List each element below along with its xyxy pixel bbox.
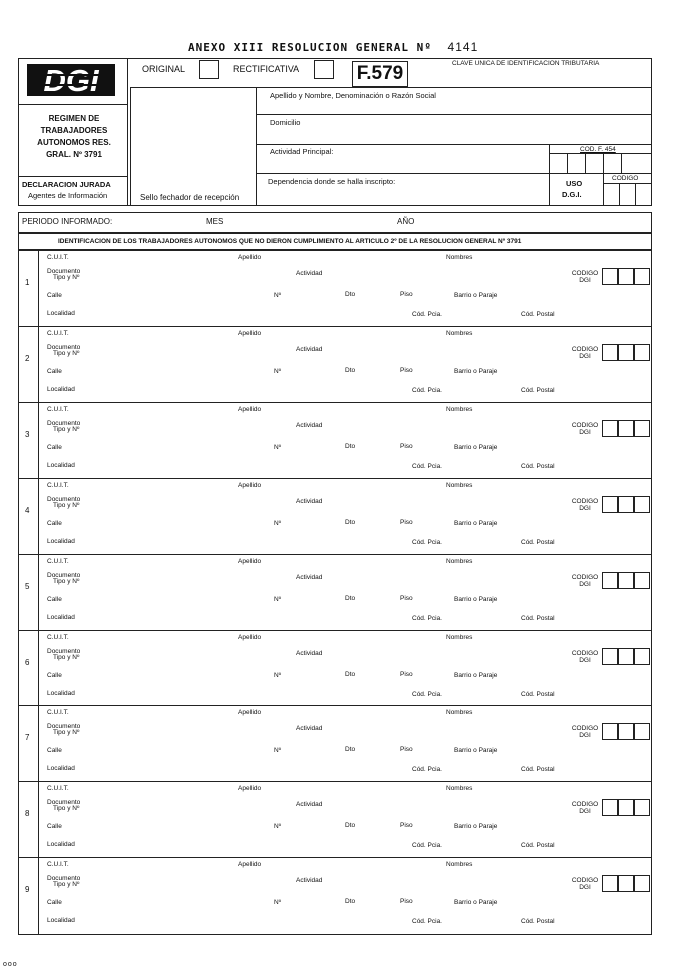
field-actividad-label: Actividad xyxy=(296,270,323,277)
field-barrio-label: Barrio o Paraje xyxy=(454,367,498,375)
form-number: F.579 xyxy=(352,61,408,87)
field-piso-label: Piso xyxy=(400,670,413,678)
field-cuit-label: C.U.I.T. xyxy=(47,861,69,869)
codigo-dgi-cell[interactable] xyxy=(634,268,650,285)
codigo-dgi-cell[interactable] xyxy=(618,344,634,361)
field-cuit-label: C.U.I.T. xyxy=(47,557,69,565)
codigo-dgi-label: CODIGO DGI xyxy=(571,573,599,588)
field-cod-pcia-label: Cód. Pcia. xyxy=(412,766,442,774)
field-documento-label: Documento xyxy=(47,419,81,427)
field-nombres-label: Nombres xyxy=(446,861,473,869)
field-nombres-label: Nombres xyxy=(446,557,473,565)
field-tipo-label: Tipo y Nº xyxy=(53,881,80,889)
codigo-dgi-cell[interactable] xyxy=(634,496,650,513)
field-cod-postal-label: Cód. Postal xyxy=(521,918,555,926)
field-barrio-label: Barrio o Paraje xyxy=(454,519,498,527)
field-calle-label: Calle xyxy=(47,292,62,299)
field-nombres-label: Nombres xyxy=(446,709,473,717)
field-piso-label: Piso xyxy=(400,822,413,830)
field-dto-label: Dto xyxy=(345,746,356,754)
field-localidad-label: Localidad xyxy=(47,689,75,697)
field-apellido-label: Apellido xyxy=(238,709,262,717)
field-apellido-label: Apellido xyxy=(238,254,262,261)
field-cod-postal-label: Cód. Postal xyxy=(521,690,555,698)
codigo-dgi-cell[interactable] xyxy=(634,723,650,740)
row-number: 9 xyxy=(25,885,30,895)
codigo-dgi-label: CODIGO DGI xyxy=(571,497,599,512)
field-piso-label: Piso xyxy=(400,518,413,526)
codigo-dgi-cell[interactable] xyxy=(634,799,650,816)
field-localidad-label: Localidad xyxy=(47,537,75,545)
codigo-dgi-label: CODIGO DGI xyxy=(571,649,599,664)
codigo-dgi-label: CODIGO DGI xyxy=(571,725,599,740)
field-actividad-label: Actividad xyxy=(296,801,323,809)
resolution-number: 4141 xyxy=(447,40,479,54)
field-cuit-label: C.U.I.T. xyxy=(47,254,69,261)
field-localidad-label: Localidad xyxy=(47,461,75,469)
field-documento-label: Documento xyxy=(47,268,81,275)
agentes-info: Agentes de Información xyxy=(28,191,108,200)
codigo-dgi-cell[interactable] xyxy=(602,875,618,892)
field-cuit-label: C.U.I.T. xyxy=(47,709,69,717)
field-barrio-label: Barrio o Paraje xyxy=(454,747,498,755)
field-nombres-label: Nombres xyxy=(446,254,473,261)
row-number: 5 xyxy=(25,581,30,591)
codigo-dgi-cell[interactable] xyxy=(602,723,618,740)
field-dto-label: Dto xyxy=(345,670,356,678)
field-tipo-label: Tipo y Nº xyxy=(53,653,80,661)
regimen-label: REGIMEN DE TRABAJADORES AUTONOMOS RES. GRAL. Nº 3791 xyxy=(37,114,111,159)
rectificativa-checkbox[interactable] xyxy=(314,60,334,79)
field-actividad-label: Actividad xyxy=(296,497,323,505)
field-calle-label: Calle xyxy=(47,823,62,831)
field-calle-label: Calle xyxy=(47,899,62,907)
codigo-dgi-cell[interactable] xyxy=(634,344,650,361)
actividad-principal-label: Actividad Principal: xyxy=(270,147,334,156)
field-cod-pcia-label: Cód. Pcia. xyxy=(412,918,442,926)
field-nombres-label: Nombres xyxy=(446,329,473,337)
field-numero-label: Nº xyxy=(274,292,282,299)
codigo-dgi-cell[interactable] xyxy=(602,648,618,665)
title-text: ANEXO XIII RESOLUCION GENERAL Nº xyxy=(188,41,432,54)
codigo-dgi-cell[interactable] xyxy=(634,420,650,437)
field-numero-label: Nº xyxy=(274,595,282,603)
field-documento-label: Documento xyxy=(47,647,81,655)
codigo-dgi-label: CODIGO DGI xyxy=(571,270,599,284)
field-piso-label: Piso xyxy=(400,366,413,374)
field-tipo-label: Tipo y Nº xyxy=(53,425,80,433)
field-cod-postal-label: Cód. Postal xyxy=(521,538,555,546)
field-nombres-label: Nombres xyxy=(446,405,473,413)
field-localidad-label: Localidad xyxy=(47,613,75,621)
sello-box xyxy=(130,87,257,206)
row-number: 8 xyxy=(25,809,30,819)
original-checkbox[interactable] xyxy=(199,60,219,79)
field-numero-label: Nº xyxy=(274,519,282,527)
field-documento-label: Documento xyxy=(47,571,81,579)
field-cod-pcia-label: Cód. Pcia. xyxy=(412,842,442,850)
field-piso-label: Piso xyxy=(400,746,413,754)
field-tipo-label: Tipo y Nº xyxy=(53,729,80,737)
clave-label: CLAVE UNICA DE IDENTIFICACION TRIBUTARIA xyxy=(452,60,600,67)
codigo-dgi-cell[interactable] xyxy=(634,648,650,665)
codigo-dgi-cell[interactable] xyxy=(618,420,634,437)
codigo-dgi-cell[interactable] xyxy=(602,572,618,589)
field-localidad-label: Localidad xyxy=(47,385,75,393)
field-localidad-label: Localidad xyxy=(47,917,75,925)
field-apellido-label: Apellido xyxy=(238,405,262,413)
codigo-dgi-label: CODIGO DGI xyxy=(571,421,599,436)
codigo-dgi-cell[interactable] xyxy=(618,268,634,285)
rectificativa-label: RECTIFICATIVA xyxy=(233,64,300,74)
form-title xyxy=(188,40,478,54)
field-cod-postal-label: Cód. Postal xyxy=(521,386,555,394)
field-tipo-label: Tipo y Nº xyxy=(53,501,80,509)
field-dto-label: Dto xyxy=(345,291,356,298)
field-cod-pcia-label: Cód. Pcia. xyxy=(412,538,442,546)
field-localidad-label: Localidad xyxy=(47,841,75,849)
field-nombres-label: Nombres xyxy=(446,481,473,489)
codigo-dgi-label: CODIGO DGI xyxy=(571,345,599,360)
field-barrio-label: Barrio o Paraje xyxy=(454,292,498,299)
field-calle-label: Calle xyxy=(47,671,62,679)
codigo-dgi-cell[interactable] xyxy=(618,496,634,513)
field-localidad-label: Localidad xyxy=(47,765,75,773)
codigo-dgi-cell[interactable] xyxy=(634,875,650,892)
codigo-dgi-cell[interactable] xyxy=(618,723,634,740)
field-cod-pcia-label: Cód. Pcia. xyxy=(412,462,442,470)
declaracion-jurada: DECLARACION JURADA xyxy=(22,180,111,189)
field-calle-label: Calle xyxy=(47,595,62,603)
uso-label: USO xyxy=(566,179,583,188)
row-number: 7 xyxy=(25,733,30,743)
codigo-dgi-cell[interactable] xyxy=(618,648,634,665)
field-cod-pcia-label: Cód. Pcia. xyxy=(412,386,442,394)
field-apellido-label: Apellido xyxy=(238,861,262,869)
section-title: IDENTIFICACION DE LOS TRABAJADORES AUTONOMOS QUE NO DIERON CUMPLIMIENTO AL ARTICULO 2º DE LA RESOLUCION GENERAL Nº 3791 xyxy=(58,238,522,245)
codigo-dgi-cell[interactable] xyxy=(618,799,634,816)
domicilio-label: Domicilio xyxy=(270,118,301,127)
workers-table xyxy=(18,250,652,935)
field-documento-label: Documento xyxy=(47,343,81,351)
dependencia-label: Dependencia donde se halla inscripto: xyxy=(268,177,396,186)
field-barrio-label: Barrio o Paraje xyxy=(454,443,498,451)
field-cod-postal-label: Cód. Postal xyxy=(521,842,555,850)
field-numero-label: Nº xyxy=(274,443,282,451)
field-calle-label: Calle xyxy=(47,443,62,451)
field-numero-label: Nº xyxy=(274,823,282,831)
field-apellido-label: Apellido xyxy=(238,633,262,641)
field-piso-label: Piso xyxy=(400,442,413,450)
field-calle-label: Calle xyxy=(47,367,62,375)
field-actividad-label: Actividad xyxy=(296,421,323,429)
field-barrio-label: Barrio o Paraje xyxy=(454,595,498,603)
field-cuit-label: C.U.I.T. xyxy=(47,329,69,337)
field-cuit-label: C.U.I.T. xyxy=(47,785,69,793)
row-number: 2 xyxy=(25,353,30,363)
field-cod-postal-label: Cód. Postal xyxy=(521,462,555,470)
anio-label: AÑO xyxy=(397,217,415,226)
field-dto-label: Dto xyxy=(345,594,356,602)
dgi-logo xyxy=(27,64,115,96)
field-tipo-label: Tipo y Nº xyxy=(53,274,80,281)
field-cuit-label: C.U.I.T. xyxy=(47,405,69,413)
field-actividad-label: Actividad xyxy=(296,877,323,885)
svg-text:DGI: DGI xyxy=(43,64,99,96)
field-cod-postal-label: Cód. Postal xyxy=(521,311,555,318)
field-cod-postal-label: Cód. Postal xyxy=(521,766,555,774)
field-numero-label: Nº xyxy=(274,671,282,679)
field-dto-label: Dto xyxy=(345,366,356,374)
field-numero-label: Nº xyxy=(274,899,282,907)
field-actividad-label: Actividad xyxy=(296,345,323,353)
field-calle-label: Calle xyxy=(47,519,62,527)
codigo-dgi-cell[interactable] xyxy=(618,875,634,892)
codigo-dgi-cell[interactable] xyxy=(634,572,650,589)
field-barrio-label: Barrio o Paraje xyxy=(454,823,498,831)
codigo-dgi-label: CODIGO DGI xyxy=(571,801,599,816)
mes-label: MES xyxy=(206,217,224,226)
periodo-row xyxy=(18,212,652,233)
codigo-dgi-cell[interactable] xyxy=(618,572,634,589)
field-barrio-label: Barrio o Paraje xyxy=(454,671,498,679)
codigo-label: CODIGO xyxy=(612,175,639,182)
original-label: ORIGINAL xyxy=(142,64,186,74)
field-tipo-label: Tipo y Nº xyxy=(53,805,80,813)
field-cuit-label: C.U.I.T. xyxy=(47,633,69,641)
field-piso-label: Piso xyxy=(400,291,413,298)
row-number: 1 xyxy=(25,278,30,287)
field-dto-label: Dto xyxy=(345,442,356,450)
field-documento-label: Documento xyxy=(47,723,81,731)
periodo-label: PERIODO INFORMADO: xyxy=(22,217,113,226)
field-cod-pcia-label: Cód. Pcia. xyxy=(412,690,442,698)
field-tipo-label: Tipo y Nº xyxy=(53,349,80,357)
codigo-dgi-label: CODIGO DGI xyxy=(571,877,599,892)
field-numero-label: Nº xyxy=(274,367,282,375)
field-tipo-label: Tipo y Nº xyxy=(53,577,80,585)
field-nombres-label: Nombres xyxy=(446,633,473,641)
field-actividad-label: Actividad xyxy=(296,573,323,581)
field-piso-label: Piso xyxy=(400,898,413,906)
codigo-dgi-cell[interactable] xyxy=(602,420,618,437)
field-actividad-label: Actividad xyxy=(296,649,323,657)
field-cuit-label: C.U.I.T. xyxy=(47,481,69,489)
sello-label: Sello fechador de recepción xyxy=(140,193,240,202)
field-cod-pcia-label: Cód. Pcia. xyxy=(412,614,442,622)
dgi-label: D.G.I. xyxy=(562,190,582,199)
field-dto-label: Dto xyxy=(345,898,356,906)
field-apellido-label: Apellido xyxy=(238,785,262,793)
field-documento-label: Documento xyxy=(47,875,81,883)
field-documento-label: Documento xyxy=(47,799,81,807)
field-cod-pcia-label: Cód. Pcia. xyxy=(412,311,442,318)
apellido-nombre-label: Apellido y Nombre, Denominación o Razón Social xyxy=(270,91,436,100)
codigo-dgi-cell[interactable] xyxy=(602,268,618,285)
field-nombres-label: Nombres xyxy=(446,785,473,793)
field-apellido-label: Apellido xyxy=(238,481,262,489)
row-number: 6 xyxy=(25,657,30,667)
field-piso-label: Piso xyxy=(400,594,413,602)
field-dto-label: Dto xyxy=(345,518,356,526)
row-number: 3 xyxy=(25,429,30,439)
codigo-dgi-cell[interactable] xyxy=(602,496,618,513)
codigo-dgi-cell[interactable] xyxy=(602,799,618,816)
field-numero-label: Nº xyxy=(274,747,282,755)
field-apellido-label: Apellido xyxy=(238,329,262,337)
cod-f-label: COD. F. 454 xyxy=(580,146,616,153)
field-barrio-label: Barrio o Paraje xyxy=(454,899,498,907)
field-actividad-label: Actividad xyxy=(296,725,323,733)
field-apellido-label: Apellido xyxy=(238,557,262,565)
field-calle-label: Calle xyxy=(47,747,62,755)
field-cod-postal-label: Cód. Postal xyxy=(521,614,555,622)
field-documento-label: Documento xyxy=(47,495,81,503)
field-localidad-label: Localidad xyxy=(47,310,75,317)
field-dto-label: Dto xyxy=(345,822,356,830)
codigo-dgi-cell[interactable] xyxy=(602,344,618,361)
footer-mark: ooo xyxy=(3,961,18,968)
row-number: 4 xyxy=(25,505,30,515)
